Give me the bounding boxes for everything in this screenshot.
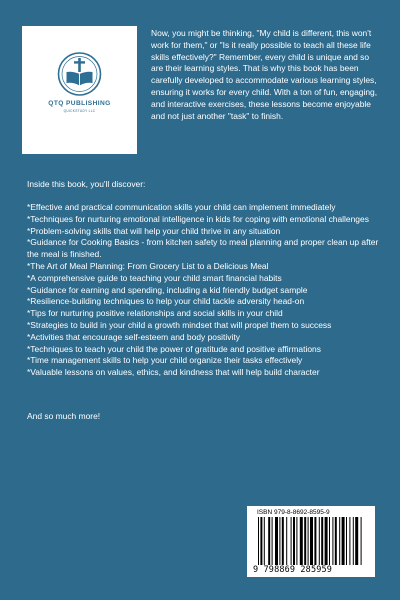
intro-paragraph: Now, you might be thinking, "My child is different, this won't work for them," or "Is it really possible to teach all these life skills effectively?" Remember, every child is unique and so are their learning styles. That is why this book has been carefully developed to accommodate various learning styles, ensuring it works for every child. With a ton of fun, engaging, and interactive exercises, these lessons become enjoyable and not just another "task" to finish. [151, 28, 378, 121]
feature-item: *Activities that encourage self-esteem and body positivity [27, 331, 240, 342]
feature-item: *The Art of Meal Planning: From Grocery List to a Delicious Meal [27, 260, 269, 271]
book-cross-emblem-icon [22, 26, 137, 154]
feature-item: *Time management skills to help your child organize their tasks effectively [27, 355, 303, 366]
barcode-digits: 9 798869 285959 [253, 565, 333, 575]
feature-item: *Techniques for nurturing emotional intelligence in kids for coping with emotional challenges [27, 213, 369, 224]
publisher-logo [22, 26, 137, 154]
feature-item: *A comprehensive guide to teaching your child smart financial habits [27, 272, 282, 283]
barcode-bars [258, 517, 364, 565]
publisher-subtitle: QUICKSTUDY LLC [63, 109, 96, 113]
closing-line: And so much more! [27, 411, 101, 421]
feature-item: *Techniques to teach your child the power of gratitude and positive affirmations [27, 343, 321, 354]
feature-item: *Effective and practical communication skills your child can implement immediately [27, 202, 336, 212]
feature-item: *Tips for nurturing positive relationships and social skills in your child [27, 308, 283, 319]
feature-item: *Guidance for Cooking Basics - from kitchen safety to meal planning and proper clean up after the meal is finished. [27, 237, 379, 260]
features-lead: Inside this book, you'll discover: [27, 179, 146, 189]
feature-item: *Strategies to build in your child a growth mindset that will propel them to success [27, 319, 332, 330]
feature-item: *Guidance for earning and spending, including a kid friendly budget sample [27, 284, 308, 295]
feature-item: *Valuable lessons on values, ethics, and kindness that will help build character [27, 367, 320, 378]
feature-item: *Problem-solving skills that will help your child thrive in any situation [27, 225, 281, 236]
publisher-name: QTQ PUBLISHING [48, 100, 111, 107]
features-list [27, 202, 382, 379]
feature-item: *Resilience-building techniques to help your child tackle adversity head-on [27, 296, 305, 307]
isbn-barcode [247, 506, 375, 577]
isbn-number: ISBN 979-8-8692-8595-9 [257, 509, 330, 516]
